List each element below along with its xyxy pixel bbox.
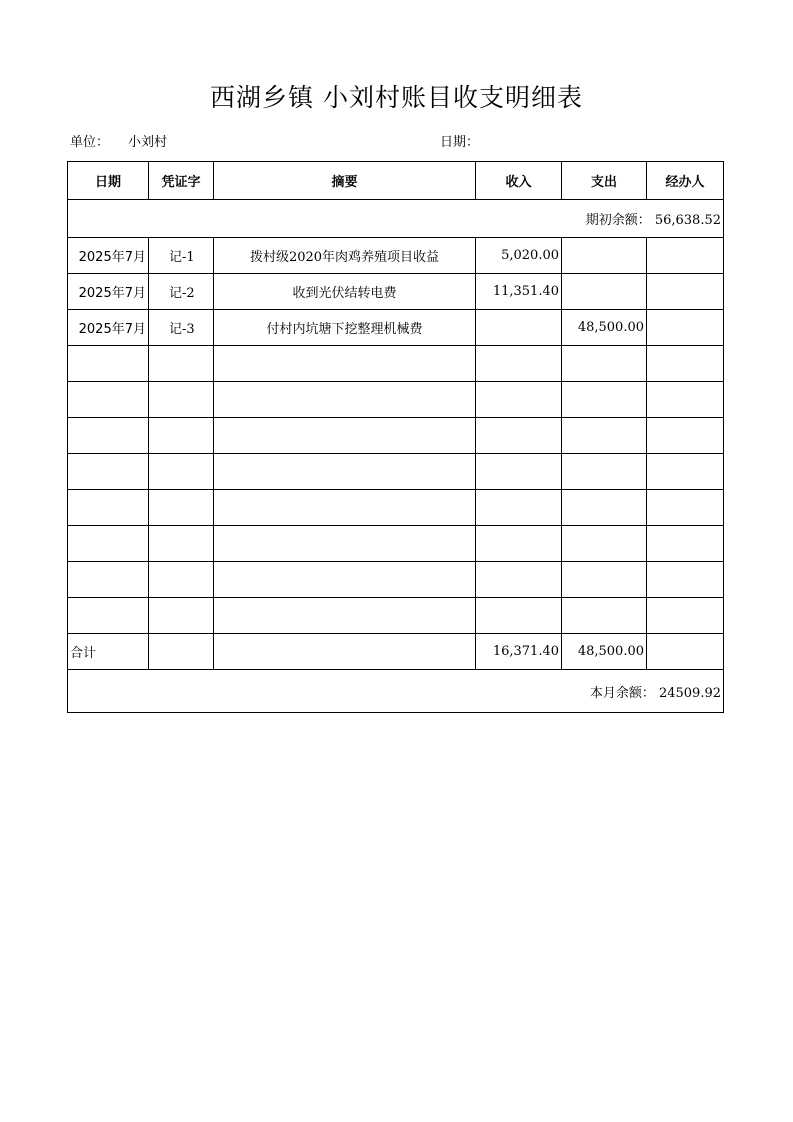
empty-cell: [562, 562, 647, 598]
empty-cell: [476, 454, 562, 490]
column-header-expense: 支出: [562, 162, 647, 200]
empty-cell: [214, 418, 476, 454]
empty-cell: [647, 490, 724, 526]
entry-expense: [562, 274, 647, 310]
entry-expense: 48,500.00: [562, 310, 647, 346]
empty-row: [68, 526, 724, 562]
page-title: 西湖乡镇 小刘村账目收支明细表: [210, 83, 583, 112]
empty-cell: [647, 346, 724, 382]
empty-cell: [149, 382, 214, 418]
empty-cell: [214, 454, 476, 490]
entry-handler: [647, 274, 724, 310]
empty-cell: [476, 490, 562, 526]
opening-balance: 期初余额： 56,638.52: [68, 200, 724, 238]
empty-cell: [149, 490, 214, 526]
empty-cell: [68, 598, 149, 634]
column-header-handler: 经办人: [647, 162, 724, 200]
empty-cell: [68, 562, 149, 598]
entry-date: 2025年7月: [68, 310, 149, 346]
entry-handler: [647, 238, 724, 274]
total-expense: 48,500.00: [562, 634, 647, 670]
entry-handler: [647, 310, 724, 346]
empty-cell: [647, 526, 724, 562]
empty-cell: [562, 418, 647, 454]
unit-label: 单位：: [70, 135, 110, 150]
empty-cell: [214, 562, 476, 598]
empty-cell: [476, 418, 562, 454]
total-label: 合计: [68, 634, 149, 670]
entry-summary: 收到光伏结转电费: [214, 274, 476, 310]
empty-cell: [214, 634, 476, 670]
column-header-income: 收入: [476, 162, 562, 200]
entry-summary: 付村内坑塘下挖整理机械费: [214, 310, 476, 346]
empty-cell: [647, 634, 724, 670]
table-row: [68, 310, 724, 346]
empty-row: [68, 562, 724, 598]
unit-value: 小刘村: [128, 135, 168, 150]
empty-cell: [68, 418, 149, 454]
empty-cell: [149, 598, 214, 634]
empty-row: [68, 346, 724, 382]
empty-cell: [214, 382, 476, 418]
empty-row: [68, 454, 724, 490]
date-label: 日期：: [440, 135, 480, 150]
empty-cell: [562, 526, 647, 562]
empty-cell: [214, 346, 476, 382]
closing-balance: 本月余额： 24509.92: [68, 670, 724, 713]
empty-cell: [647, 418, 724, 454]
empty-cell: [149, 418, 214, 454]
entry-voucher: 记-3: [149, 310, 214, 346]
entry-voucher: 记-1: [149, 238, 214, 274]
empty-cell: [149, 562, 214, 598]
entry-expense: [562, 238, 647, 274]
empty-cell: [149, 526, 214, 562]
empty-cell: [214, 490, 476, 526]
entry-date: 2025年7月: [68, 238, 149, 274]
empty-cell: [476, 346, 562, 382]
empty-cell: [647, 382, 724, 418]
entry-voucher: 记-2: [149, 274, 214, 310]
ledger-table: [67, 161, 724, 713]
entry-income: [476, 310, 562, 346]
empty-row: [68, 382, 724, 418]
empty-row: [68, 418, 724, 454]
table-row: [68, 238, 724, 274]
empty-cell: [68, 382, 149, 418]
closing-balance-row: [68, 670, 724, 713]
entry-income: 5,020.00: [476, 238, 562, 274]
empty-cell: [214, 598, 476, 634]
column-header-voucher: 凭证字: [149, 162, 214, 200]
empty-cell: [149, 454, 214, 490]
empty-cell: [562, 490, 647, 526]
empty-cell: [68, 490, 149, 526]
empty-cell: [68, 454, 149, 490]
empty-cell: [647, 454, 724, 490]
table-row: [68, 274, 724, 310]
entry-date: 2025年7月: [68, 274, 149, 310]
empty-cell: [562, 454, 647, 490]
column-header-summary: 摘要: [214, 162, 476, 200]
entry-summary: 拨村级2020年肉鸡养殖项目收益: [214, 238, 476, 274]
opening-balance-row: [68, 200, 724, 238]
column-header-date: 日期: [68, 162, 149, 200]
empty-cell: [68, 346, 149, 382]
entry-income: 11,351.40: [476, 274, 562, 310]
empty-row: [68, 598, 724, 634]
total-row: [68, 634, 724, 670]
empty-cell: [149, 346, 214, 382]
empty-cell: [476, 382, 562, 418]
empty-cell: [476, 562, 562, 598]
empty-cell: [476, 526, 562, 562]
total-income: 16,371.40: [476, 634, 562, 670]
empty-cell: [476, 598, 562, 634]
header-row: [68, 162, 724, 200]
empty-cell: [149, 634, 214, 670]
empty-cell: [68, 526, 149, 562]
empty-cell: [562, 382, 647, 418]
empty-cell: [562, 346, 647, 382]
empty-row: [68, 490, 724, 526]
empty-cell: [214, 526, 476, 562]
empty-cell: [647, 598, 724, 634]
empty-cell: [562, 598, 647, 634]
empty-cell: [647, 562, 724, 598]
